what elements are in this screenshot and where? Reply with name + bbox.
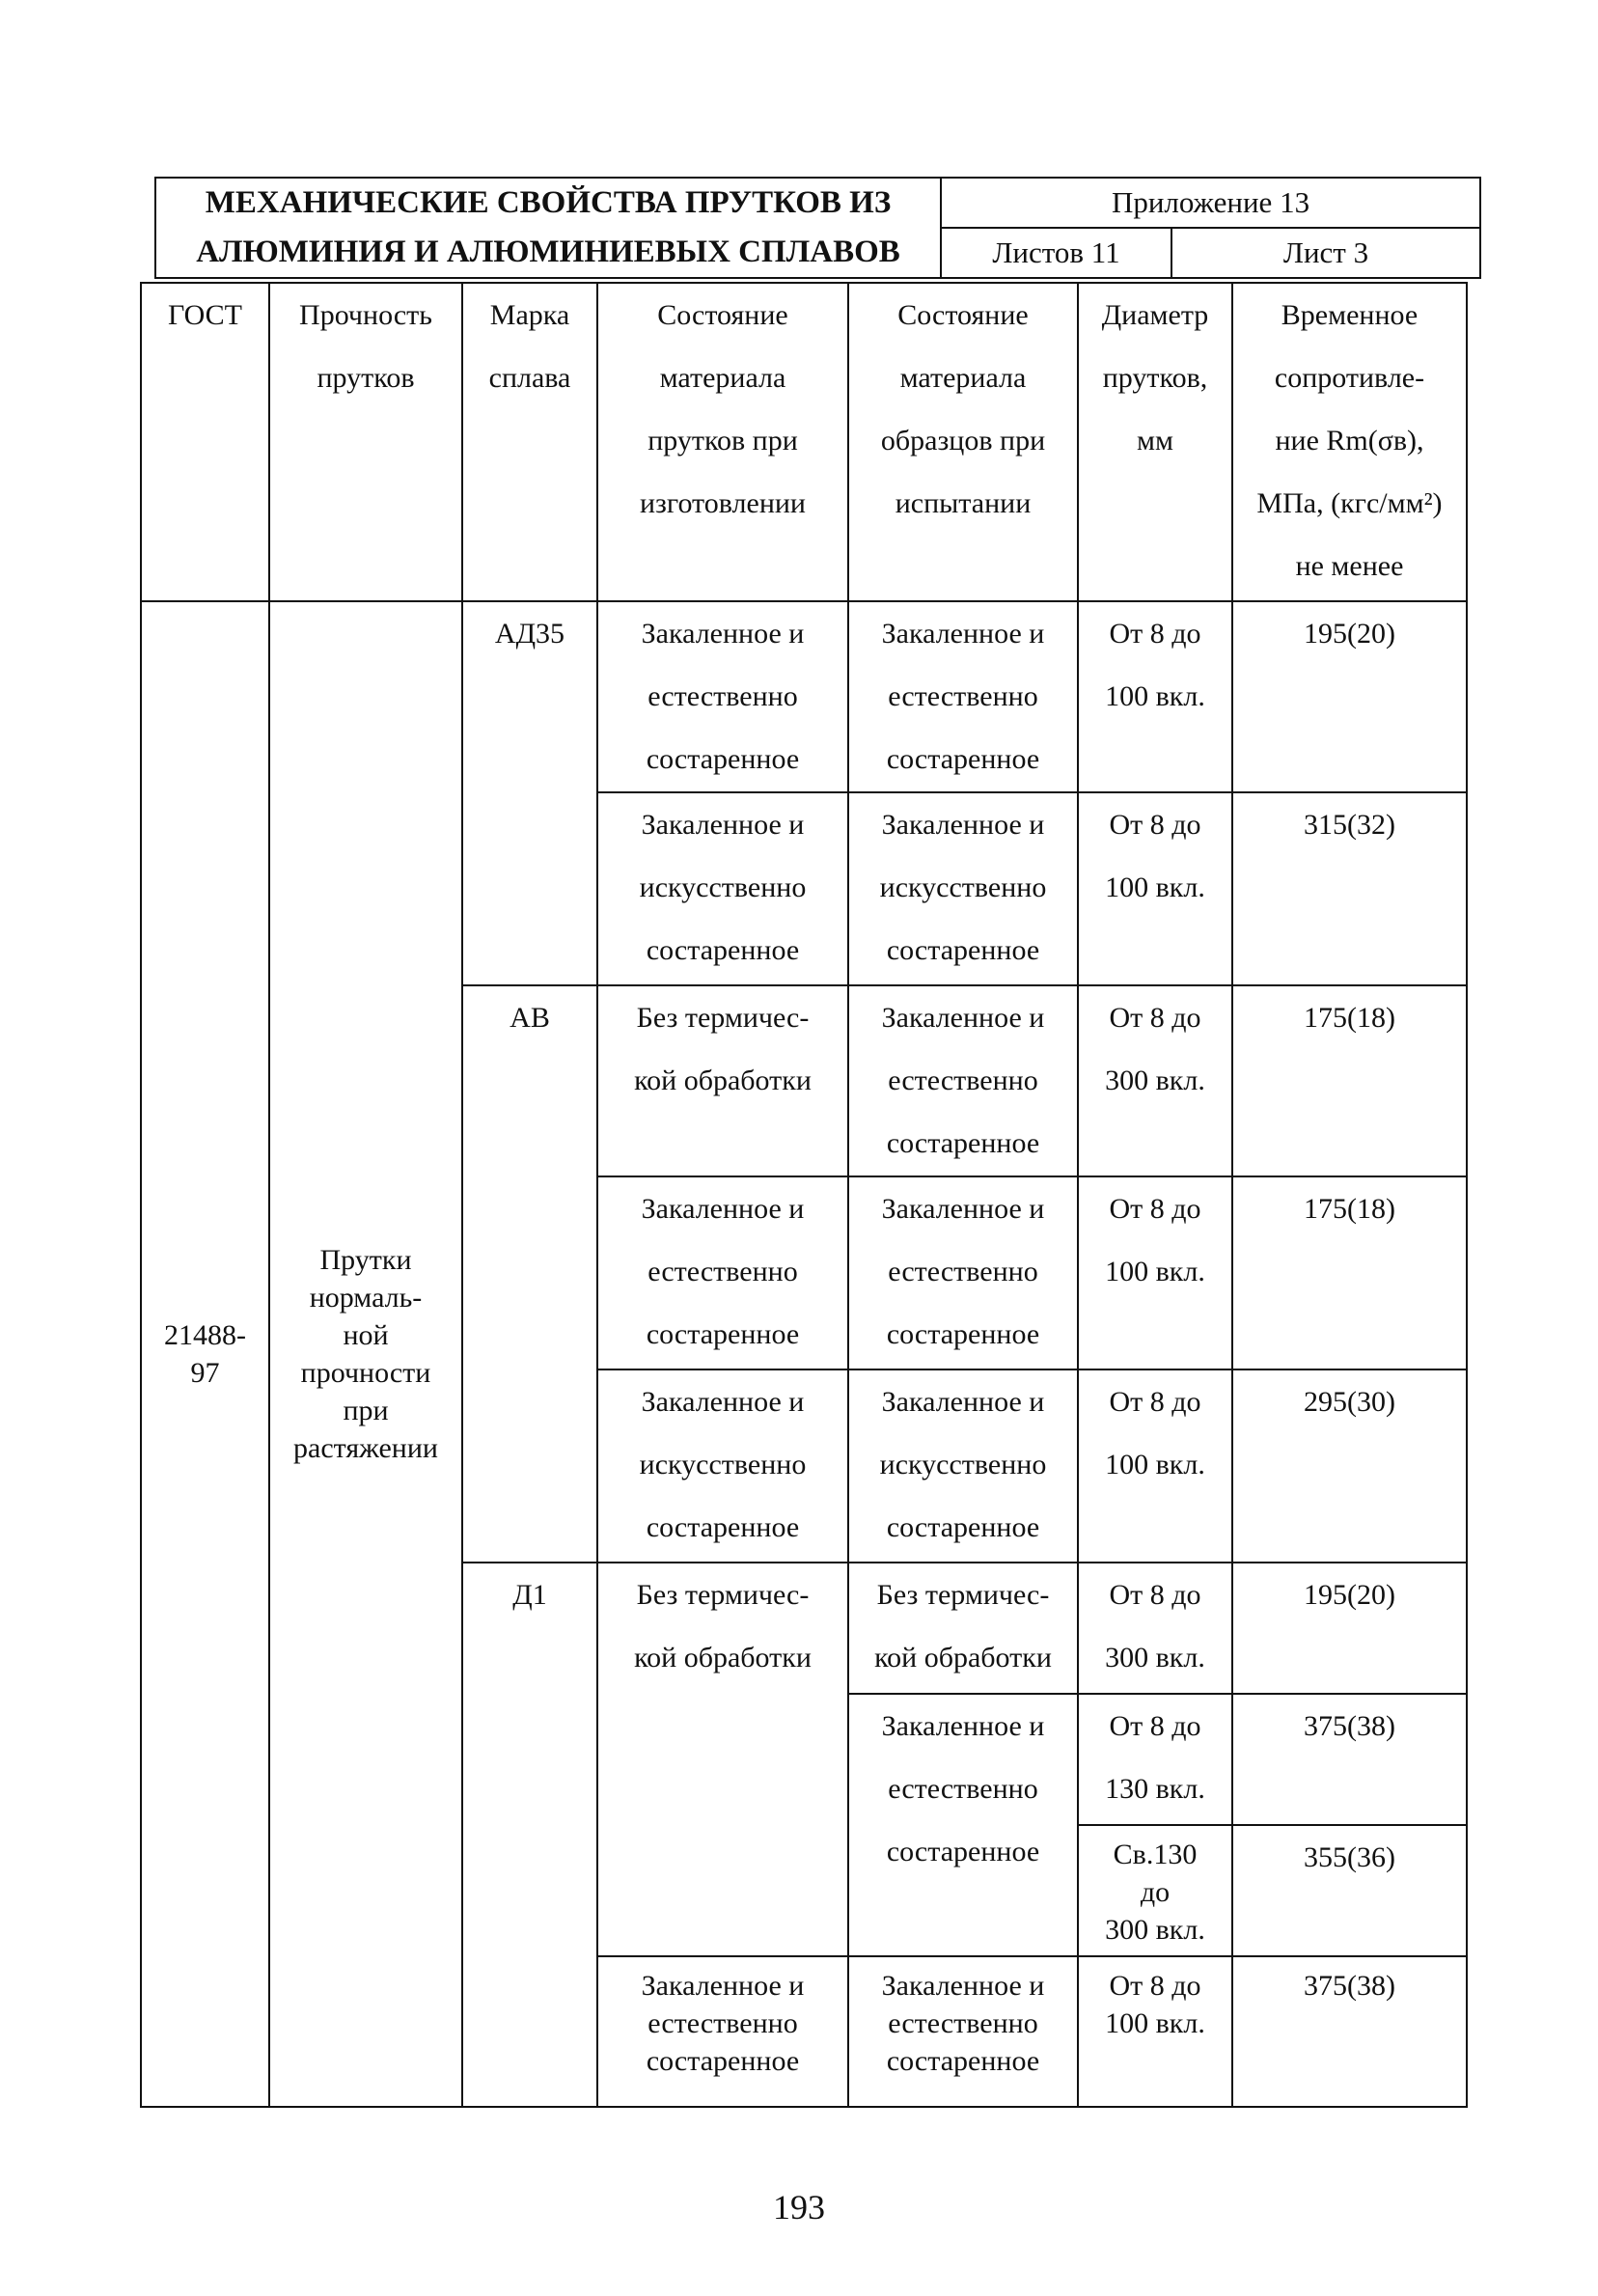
grade-cell: АВ [462,985,597,1563]
properties-table [140,282,1468,2108]
test-state-cell: Закаленное и искусственно состаренное [848,792,1078,985]
diameter-cell: Св.130 до 300 вкл. [1078,1825,1232,1956]
sheets-total: Листов 11 [941,228,1171,278]
diameter-cell: От 8 до 100 вкл. [1078,1176,1232,1369]
mfg-state-cell: Закаленное и естественно состаренное [597,1956,848,2107]
diameter-cell: От 8 до 130 вкл. [1078,1694,1232,1825]
appendix-label: Приложение 13 [941,178,1480,228]
table-row [141,601,1467,792]
sheet-number: Лист 3 [1171,228,1480,278]
test-state-cell: Закаленное и искусственно состаренное [848,1369,1078,1563]
mfg-state-cell: Закаленное и естественно состаренное [597,1176,848,1369]
strength-cell: Прутки нормаль- ной прочности при растяжении [269,601,462,2107]
table-header-row [141,283,1467,601]
mfg-state-cell: Без термичес- кой обработки [597,985,848,1176]
col-state-mfg: Состояние материала прутков при изготовлении [597,283,848,601]
grade-cell: АД35 [462,601,597,985]
tensile-cell: 195(20) [1232,1563,1467,1694]
diameter-cell: От 8 до 100 вкл. [1078,1956,1232,2107]
tensile-cell: 295(30) [1232,1369,1467,1563]
mfg-state-cell: Закаленное и естественно состаренное [597,601,848,792]
tensile-cell: 375(38) [1232,1956,1467,2107]
mfg-state-cell: Закаленное и искусственно состаренное [597,792,848,985]
col-grade: Марка сплава [462,283,597,601]
document-header [154,177,1481,279]
test-state-cell: Закаленное и естественно состаренное [848,601,1078,792]
diameter-cell: От 8 до 100 вкл. [1078,1369,1232,1563]
diameter-cell: От 8 до 100 вкл. [1078,601,1232,792]
col-tensile: Временное сопротивле- ние Rm(σв), МПа, (кгс/мм²) не менее [1232,283,1467,601]
tensile-cell: 355(36) [1232,1825,1467,1956]
gost-cell: 21488- 97 [141,601,269,2107]
mfg-state-cell: Закаленное и искусственно состаренное [597,1369,848,1563]
diameter-cell: От 8 до 300 вкл. [1078,1563,1232,1694]
tensile-cell: 375(38) [1232,1694,1467,1825]
test-state-cell: Закаленное и естественно состаренное [848,1956,1078,2107]
tensile-cell: 175(18) [1232,1176,1467,1369]
col-gost: ГОСТ [141,283,269,601]
page-number: 193 [773,2188,825,2227]
tensile-cell: 195(20) [1232,601,1467,792]
test-state-cell: Закаленное и естественно состаренное [848,1176,1078,1369]
title-line-1: МЕХАНИЧЕСКИЕ СВОЙСТВА ПРУТКОВ ИЗ [205,185,892,220]
grade-cell: Д1 [462,1563,597,2107]
col-strength: Прочность прутков [269,283,462,601]
document-title [155,178,941,278]
test-state-cell: Закаленное и естественно состаренное [848,1694,1078,1956]
mfg-state-cell: Без термичес- кой обработки [597,1563,848,1956]
title-line-2: АЛЮМИНИЯ И АЛЮМИНИЕВЫХ СПЛАВОВ [196,235,900,269]
tensile-cell: 315(32) [1232,792,1467,985]
test-state-cell: Без термичес- кой обработки [848,1563,1078,1694]
test-state-cell: Закаленное и естественно состаренное [848,985,1078,1176]
diameter-cell: От 8 до 300 вкл. [1078,985,1232,1176]
col-diameter: Диаметр прутков, мм [1078,283,1232,601]
diameter-cell: От 8 до 100 вкл. [1078,792,1232,985]
col-state-test: Состояние материала образцов при испытании [848,283,1078,601]
tensile-cell: 175(18) [1232,985,1467,1176]
